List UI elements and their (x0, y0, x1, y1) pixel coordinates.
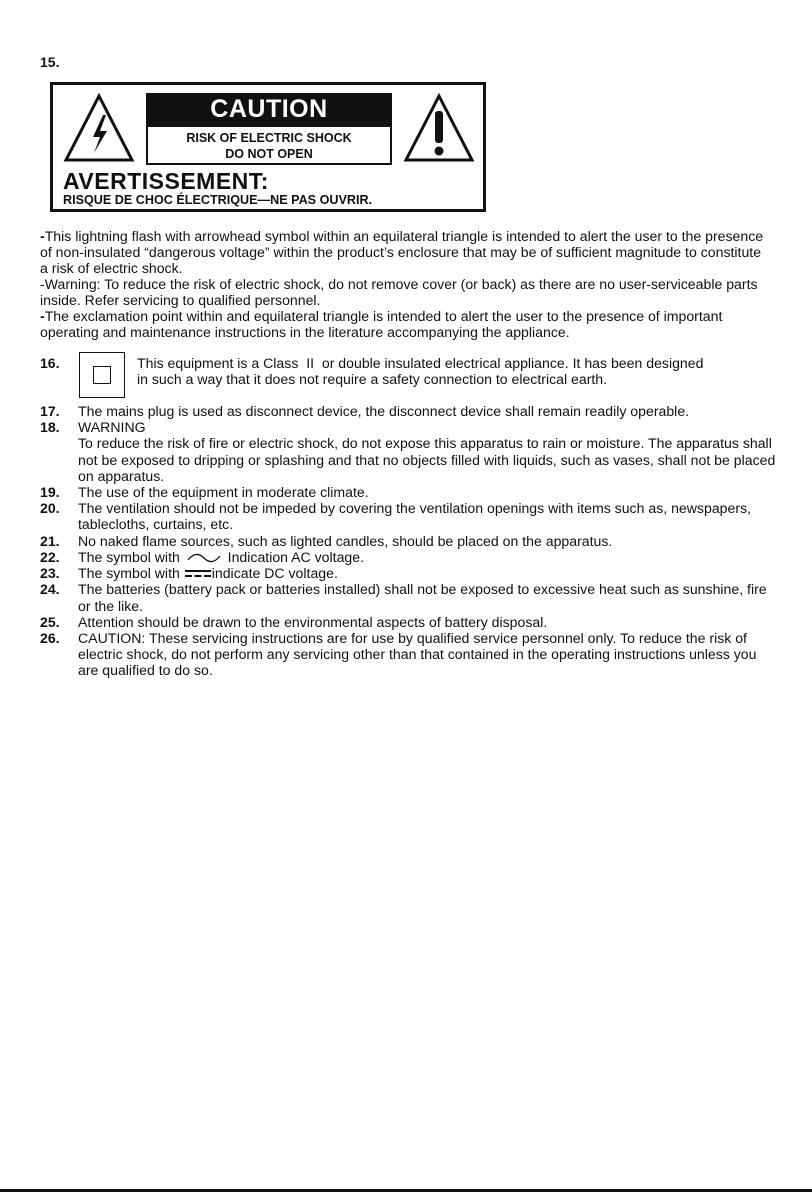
list-item (40, 435, 780, 484)
avertissement-title: AVERTISSEMENT: (63, 168, 269, 194)
list-item (40, 403, 780, 419)
item-number: 19. (40, 484, 60, 501)
lightning-triangle-icon (63, 93, 135, 163)
item-number: 17. (40, 403, 60, 419)
item-text: WARNING (78, 419, 146, 436)
caution-line-2: DO NOT OPEN (225, 147, 313, 161)
list-item (40, 500, 780, 532)
item-text: No naked flame sources, such as lighted candles, should be placed on the apparatus. (78, 532, 613, 549)
ac-voltage-icon (184, 551, 224, 565)
item-text: The mains plug is used as disconnect device, the disconnect device shall remain readily operable. (78, 403, 690, 419)
class-ii-icon (79, 352, 125, 398)
item-text: To reduce the risk of fire or electric shock, do not expose this apparatus to rain or moisture. The apparatus shall not be exposed to dripping or splashing and that no objects filled with liquids, such as vases, shall not be placed on apparatus. (78, 435, 776, 484)
list-item (40, 484, 780, 500)
para-1-text: This lightning flash with arrowhead symbol within an equilateral triangle is intended to alert the user to the presence of non-insulated “dangerous voltage” within the product’s enclosure that may be of sufficient magnitude to constitute a risk of electric shock. (40, 228, 764, 277)
safety-items-list (40, 403, 780, 679)
item-text-after: Indication AC voltage. (227, 548, 364, 565)
item-text (78, 565, 780, 581)
item-number: 22. (40, 548, 60, 565)
item-number: 25. (40, 613, 60, 630)
dc-voltage-icon (184, 568, 212, 580)
item-text: Attention should be drawn to the environmental aspects of battery disposal. (78, 613, 548, 630)
item-number: 24. (40, 581, 60, 598)
list-item (40, 565, 780, 581)
item-number: 18. (40, 419, 60, 436)
para-3-text: The exclamation point within and equilateral triangle is intended to alert the user to the presence of important operating and maintenance instructions in the literature accompanying the appliance. (40, 308, 723, 341)
list-item (40, 614, 780, 630)
item-16-line-1: This equipment is a Class II or double insulated electrical appliance. It has been designed (137, 355, 704, 371)
item-number: 26. (40, 629, 60, 646)
item-text: The batteries (battery pack or batteries installed) shall not be exposed to excessive heat such as sunshine, fire or the like. (78, 581, 767, 614)
caution-header: CAUTION (146, 93, 392, 125)
item-number-16: 16. (40, 355, 60, 371)
list-item (40, 549, 780, 565)
item-number: 20. (40, 500, 60, 517)
item-16-text (137, 355, 777, 387)
list-item (40, 419, 780, 435)
list-item (40, 533, 780, 549)
class-ii-inner-square (93, 366, 111, 384)
caution-inner-box (146, 125, 392, 165)
item-text: CAUTION: These servicing instructions are for use by qualified service personnel only. To reduce the risk of electric shock, do not perform any servicing other than that contained in the operating instructions unless you are qualified to do so. (78, 629, 757, 679)
exclamation-triangle-icon (403, 93, 475, 163)
item-text-after: indicate DC voltage. (211, 565, 338, 582)
item-text-before: The symbol with (78, 565, 180, 582)
lightning-explanation: -This lightning flash with arrowhead symbol within an equilateral triangle is intended to alert the user to the presence of non-insulated “dangerous voltage” within the product’s enclosure that may be of sufficient magnitude to constitute a risk of electric shock. (40, 228, 764, 277)
list-item (40, 581, 780, 613)
avertissement-subtitle: RISQUE DE CHOC ÉLECTRIQUE—NE PAS OUVRIR. (63, 193, 373, 207)
item-number-15: 15. (40, 54, 60, 70)
item-number: 23. (40, 565, 60, 582)
item-text (78, 549, 780, 565)
item-number: 21. (40, 532, 60, 549)
para-2-text: Warning: To reduce the risk of electric shock, do not remove cover (or back) as there are no user-serviceable parts inside. Refer servicing to qualified personnel. (40, 276, 758, 309)
item-text: The use of the equipment in moderate climate. (78, 484, 369, 501)
caution-label (50, 82, 486, 212)
item-text: The ventilation should not be impeded by covering the ventilation openings with items such as, newspapers, tablecloths, curtains, etc. (78, 500, 751, 533)
caution-line-1: RISK OF ELECTRIC SHOCK (186, 131, 352, 145)
item-text-before: The symbol with (78, 548, 180, 565)
warning-paragraph: -Warning: To reduce the risk of electric shock, do not remove cover (or back) as there are no user-serviceable parts inside. Refer servicing to qualified personnel. (40, 276, 758, 309)
item-number (40, 435, 78, 484)
list-item (40, 630, 780, 679)
exclamation-explanation: -The exclamation point within and equilateral triangle is intended to alert the user to the presence of important operating and maintenance instructions in the literature accompanying the appliance. (40, 308, 723, 341)
item-16-line-2: in such a way that it does not require a safety connection to electrical earth. (137, 371, 608, 388)
